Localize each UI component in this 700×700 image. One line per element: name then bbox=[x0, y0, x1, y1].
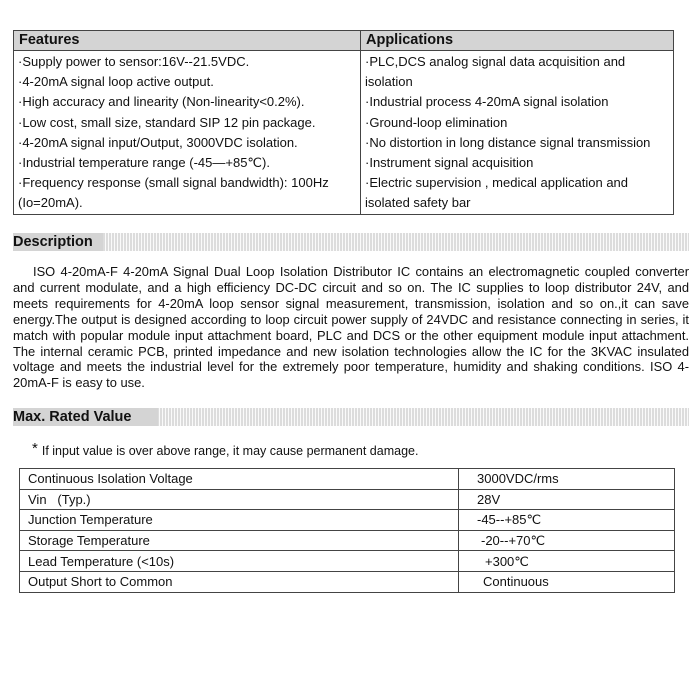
param-cell: Junction Temperature bbox=[20, 510, 459, 531]
feature-item: ·Supply power to sensor:16V--21.5VDC. bbox=[18, 54, 250, 69]
description-title: Description bbox=[13, 233, 103, 251]
table-row bbox=[20, 530, 675, 551]
table-row bbox=[20, 489, 675, 510]
feature-item: ·4-20mA signal input/Output, 3000VDC isolation. bbox=[18, 134, 298, 150]
max-rated-table bbox=[19, 468, 675, 593]
applications-cell bbox=[361, 51, 674, 215]
param-cell: Lead Temperature (<10s) bbox=[20, 551, 459, 572]
table-row bbox=[20, 469, 675, 490]
value-cell: Continuous bbox=[459, 571, 675, 592]
param-cell: Vin (Typ.) bbox=[20, 489, 459, 510]
value-cell: -45--+85℃ bbox=[459, 510, 675, 531]
feature-item: ·High accuracy and linearity (Non-linearity<0.2%). bbox=[18, 94, 305, 110]
value-cell: +300℃ bbox=[459, 551, 675, 572]
max-rated-title: Max. Rated Value bbox=[13, 408, 158, 426]
feature-item: ·Low cost, small size, standard SIP 12 pin package. bbox=[18, 114, 316, 130]
application-item: ·Industrial process 4-20mA signal isolation bbox=[365, 94, 609, 110]
value-cell: -20--+70℃ bbox=[459, 530, 675, 551]
damage-warning-note bbox=[32, 440, 418, 458]
features-cell bbox=[14, 51, 361, 215]
features-header: Features bbox=[14, 31, 361, 51]
description-text: ISO 4-20mA-F 4-20mA Signal Dual Loop Isolation Distributor IC contains an electromagnetic coupled converter and current modulate, and a high efficiency DC-DC circuit and so on. The IC supplies to loop distributor 24V, and meets requirements for 4-20mA loop sensor signal measurement, transmission, isolation and so on.,it can save energy.The output is designed according to loop circuit power supply of 24VDC and resistance connecting in series, it match with popular module input attachment board, PLC and DCS or the other equipment module input attachment. The internal ceramic PCB, printed impedance and new isolation technologies allow the IC for the 3KVAC insulated voltage and meets the industrial level for the extremely poor temperature, humidity and shaking conditions. ISO 4-20mA-F is easy to use. bbox=[13, 264, 689, 391]
features-applications-table bbox=[13, 30, 674, 215]
value-cell: 28V bbox=[459, 489, 675, 510]
table-header-row bbox=[14, 31, 674, 51]
param-cell: Output Short to Common bbox=[20, 571, 459, 592]
application-item: ·Ground-loop elimination bbox=[365, 114, 508, 130]
table-row bbox=[20, 551, 675, 572]
asterisk-mark: * bbox=[32, 440, 38, 457]
table-row bbox=[20, 510, 675, 531]
description-section-header bbox=[13, 233, 689, 251]
feature-item: ·Industrial temperature range (-45—+85℃). bbox=[18, 155, 270, 171]
table-row bbox=[14, 51, 674, 215]
warning-text: If input value is over above range, it may cause permanent damage. bbox=[41, 444, 419, 458]
param-cell: Continuous Isolation Voltage bbox=[20, 469, 459, 490]
applications-header: Applications bbox=[361, 31, 674, 51]
param-cell: Storage Temperature bbox=[20, 530, 459, 551]
application-item: ·Electric supervision , medical application and isolated safety bar bbox=[365, 175, 629, 211]
value-cell: 3000VDC/rms bbox=[459, 469, 675, 490]
application-item: ·Instrument signal acquisition bbox=[365, 155, 534, 171]
application-item: ·PLC,DCS analog signal data acquisition and isolation bbox=[365, 54, 626, 90]
application-item: ·No distortion in long distance signal transmission bbox=[365, 134, 651, 150]
table-row bbox=[20, 571, 675, 592]
feature-item: ·4-20mA signal loop active output. bbox=[18, 74, 214, 90]
feature-item: ·Frequency response (small signal bandwidth): 100Hz (Io=20mA). bbox=[18, 175, 329, 211]
max-rated-section-header bbox=[13, 408, 689, 426]
